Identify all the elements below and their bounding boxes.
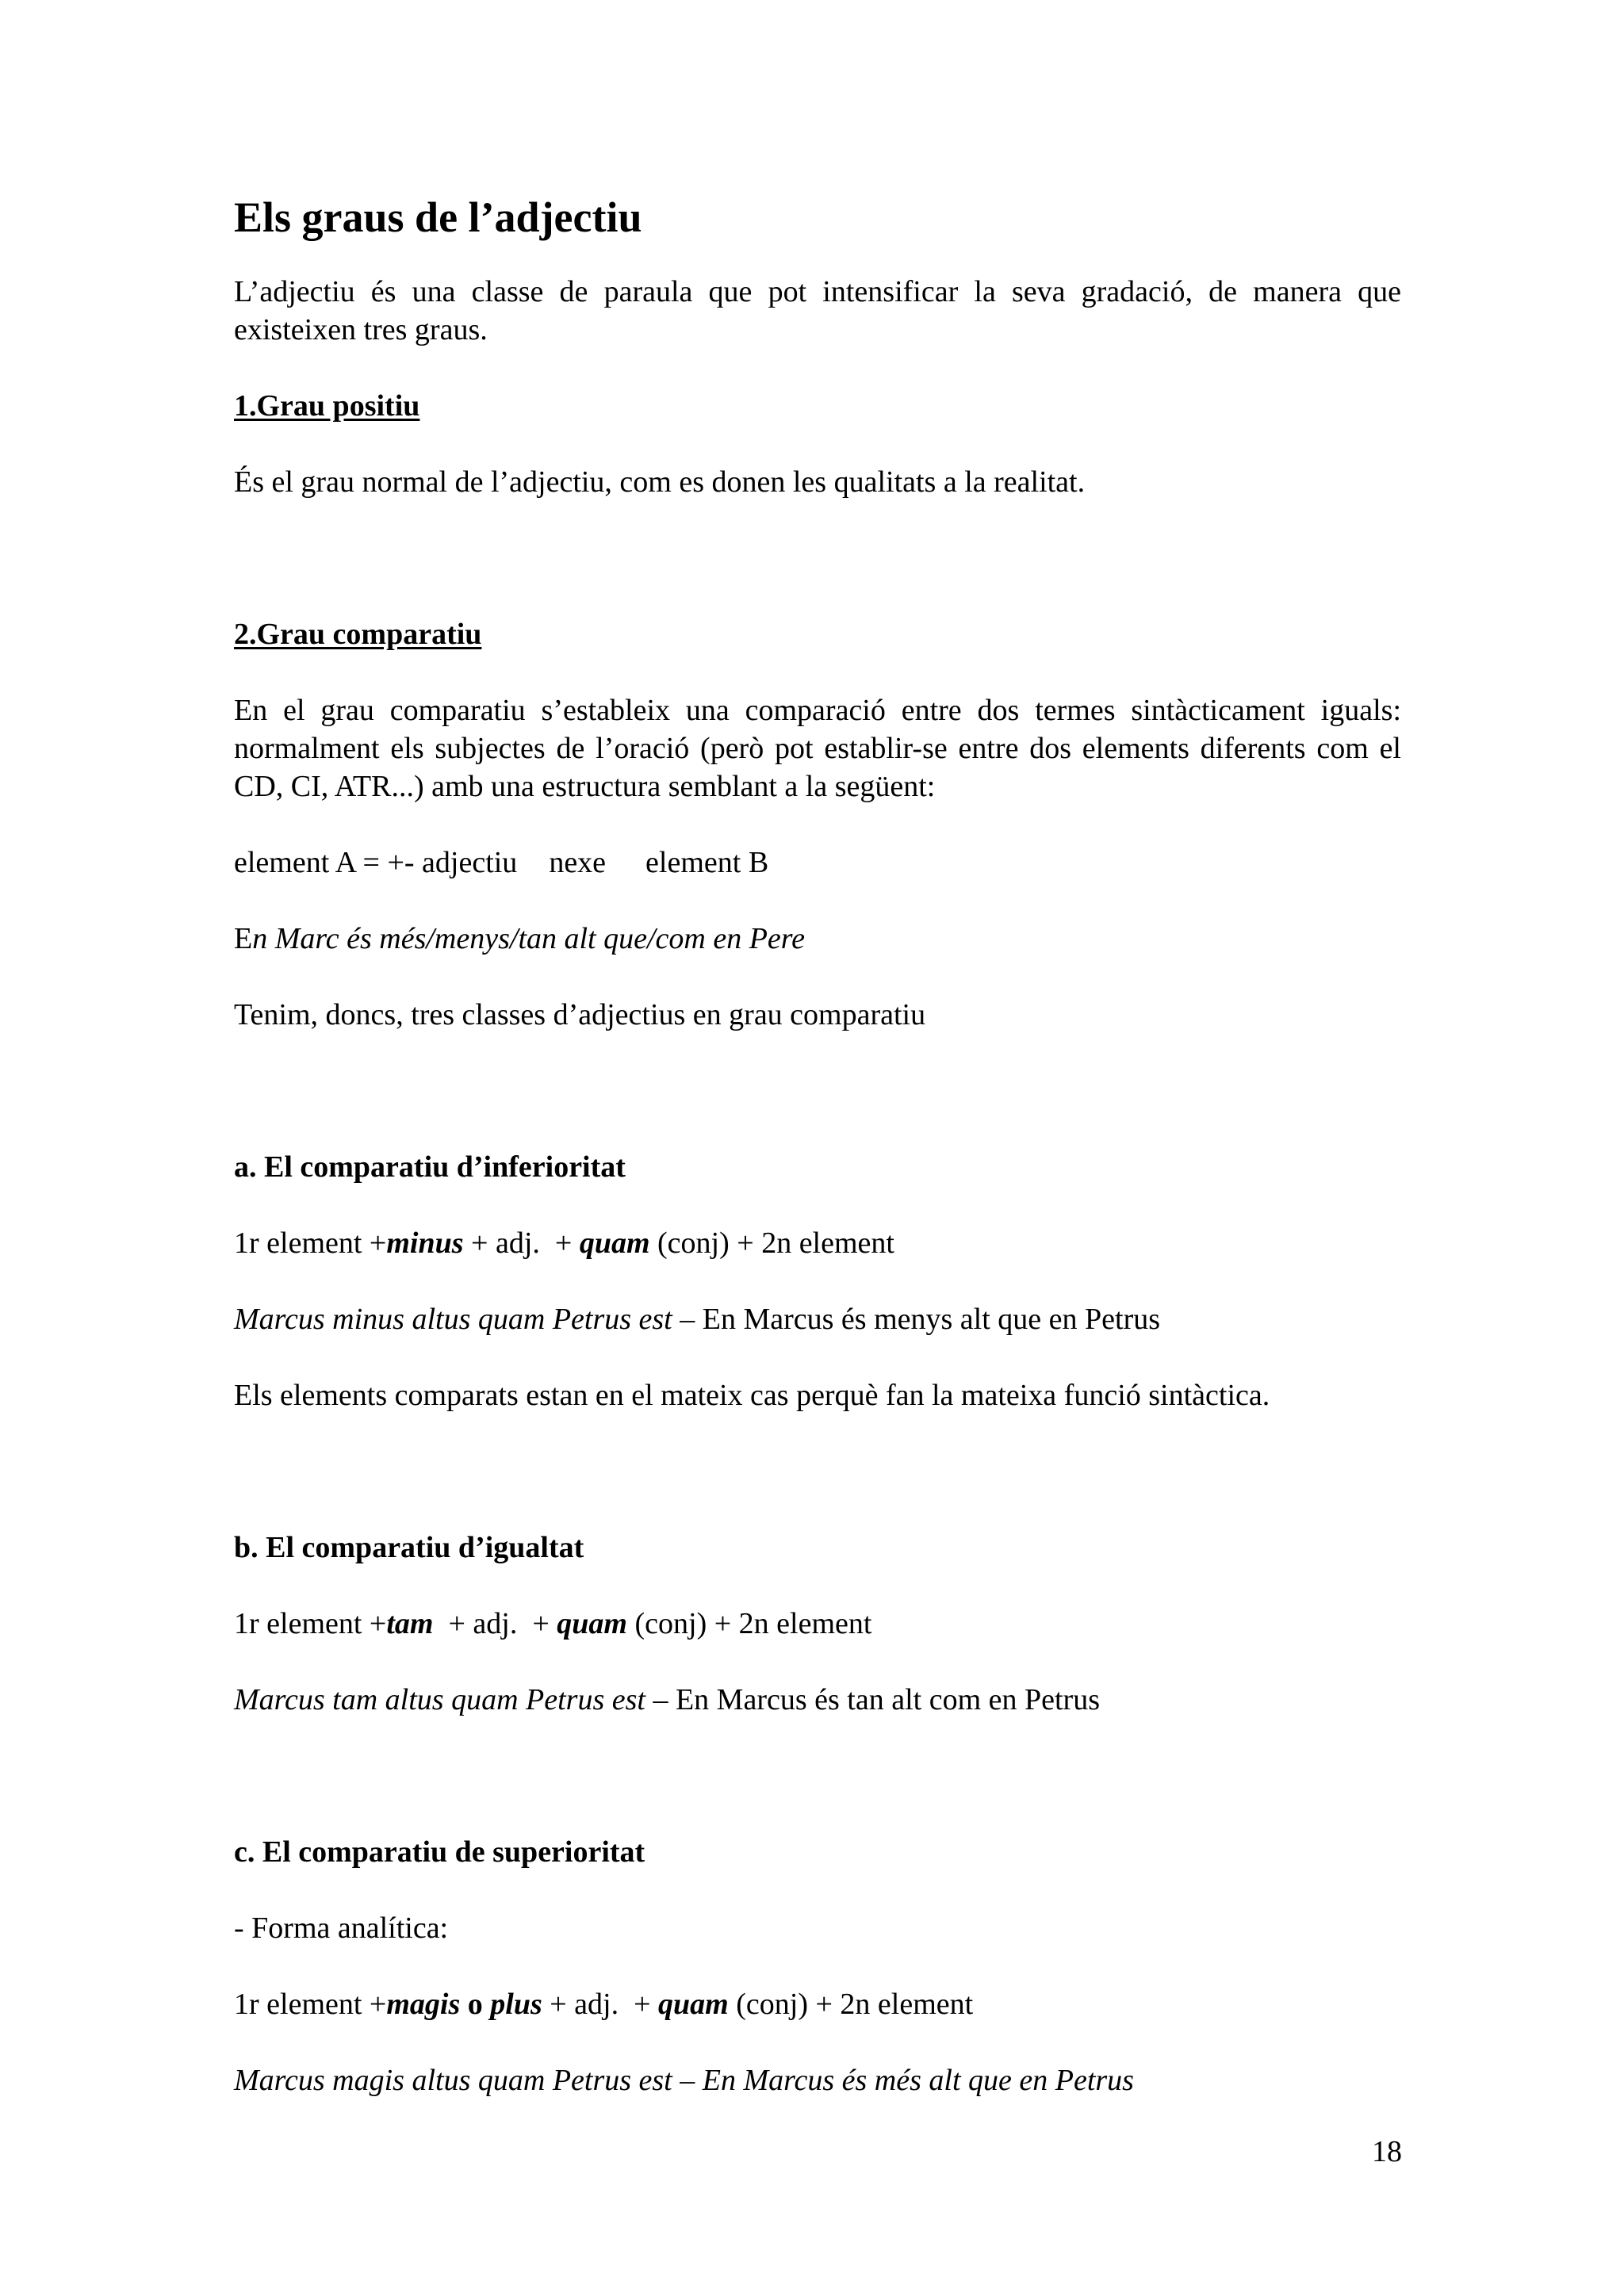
equality-formula-t3: (conj) + 2n element (626, 1607, 872, 1640)
equality-formula-t1: 1r element + (234, 1607, 387, 1640)
positive-text: És el grau normal de l’adjectiu, com es donen les qualitats a la realitat. (234, 465, 1086, 499)
intro-paragraph: L’adjectiu és una classe de paraula que pot intensificar la seva gradació, de manera que existeixen tres graus. (234, 275, 1401, 346)
superiority-example: Marcus magis altus quam Petrus est – En Marcus és més alt que en Petrus (234, 2064, 1134, 2097)
equality-example (234, 1681, 1401, 1719)
structure-part-1: element A = +- adjectiu (234, 846, 518, 879)
superiority-formula-t3: (conj) + 2n element (728, 1988, 974, 2021)
page-number: 18 (1372, 2135, 1402, 2168)
superiority-keyword-plus: plus (490, 1988, 542, 2021)
inferiority-formula-t2: + adj. + (463, 1226, 580, 1260)
inferiority-example-latin: Marcus minus altus quam Petrus est (234, 1303, 672, 1336)
superiority-formula-o: o (460, 1988, 491, 2021)
equality-keyword-tam: tam (386, 1607, 434, 1640)
inferiority-keyword-quam: quam (579, 1226, 650, 1260)
comparative-example (234, 920, 1401, 958)
equality-formula-t2: + adj. + (433, 1607, 557, 1640)
equality-example-latin: Marcus tam altus quam Petrus est (234, 1683, 645, 1716)
superiority-keyword-magis: magis (386, 1988, 461, 2021)
inferiority-heading: a. El comparatiu d’inferioritat (234, 1150, 626, 1184)
superiority-formula (234, 1985, 1401, 2023)
equality-formula (234, 1605, 1401, 1643)
page-content (234, 190, 1401, 2099)
comparative-structure (234, 844, 1401, 882)
inferiority-note: Els elements comparats estan en el mateix cas perquè fan la mateixa funció sintàctica. (234, 1379, 1270, 1412)
comparative-summary: Tenim, doncs, tres classes d’adjectius en grau comparatiu (234, 998, 926, 1031)
comparative-text: En el grau comparatiu s’estableix una comparació entre dos termes sintàcticament iguals: normalment els subjectes de l’oració (però pot establir-se entre dos elements diferents com el CD, CI, ATR...) amb una estructura semblant a la següent: (234, 694, 1401, 803)
inferiority-example-translation: – En Marcus és menys alt que en Petrus (672, 1303, 1161, 1336)
equality-example-translation: – En Marcus és tan alt com en Petrus (645, 1683, 1100, 1716)
comparative-heading: 2.Grau comparatiu (234, 618, 482, 651)
comparative-example-italic: n Marc és més/menys/tan alt que/com en Pere (252, 922, 806, 955)
inferiority-keyword-minus: minus (386, 1226, 464, 1260)
equality-heading: b. El comparatiu d’igualtat (234, 1531, 584, 1564)
superiority-heading: c. El comparatiu de superioritat (234, 1835, 645, 1869)
inferiority-formula-t1: 1r element + (234, 1226, 387, 1260)
inferiority-example (234, 1300, 1401, 1338)
superiority-form-label: - Forma analítica: (234, 1911, 449, 1945)
superiority-formula-t2: + adj. + (542, 1988, 659, 2021)
inferiority-formula-t3: (conj) + 2n element (649, 1226, 894, 1260)
structure-part-2: nexe (549, 846, 607, 879)
superiority-formula-t1: 1r element + (234, 1988, 387, 2021)
structure-part-3: element B (645, 846, 769, 879)
inferiority-formula (234, 1224, 1401, 1262)
equality-keyword-quam: quam (557, 1607, 627, 1640)
comparative-example-prefix: E (234, 922, 253, 955)
page-title: Els graus de l’adjectiu (234, 193, 642, 241)
superiority-keyword-quam: quam (658, 1988, 729, 2021)
positive-heading: 1.Grau positiu (234, 389, 420, 423)
